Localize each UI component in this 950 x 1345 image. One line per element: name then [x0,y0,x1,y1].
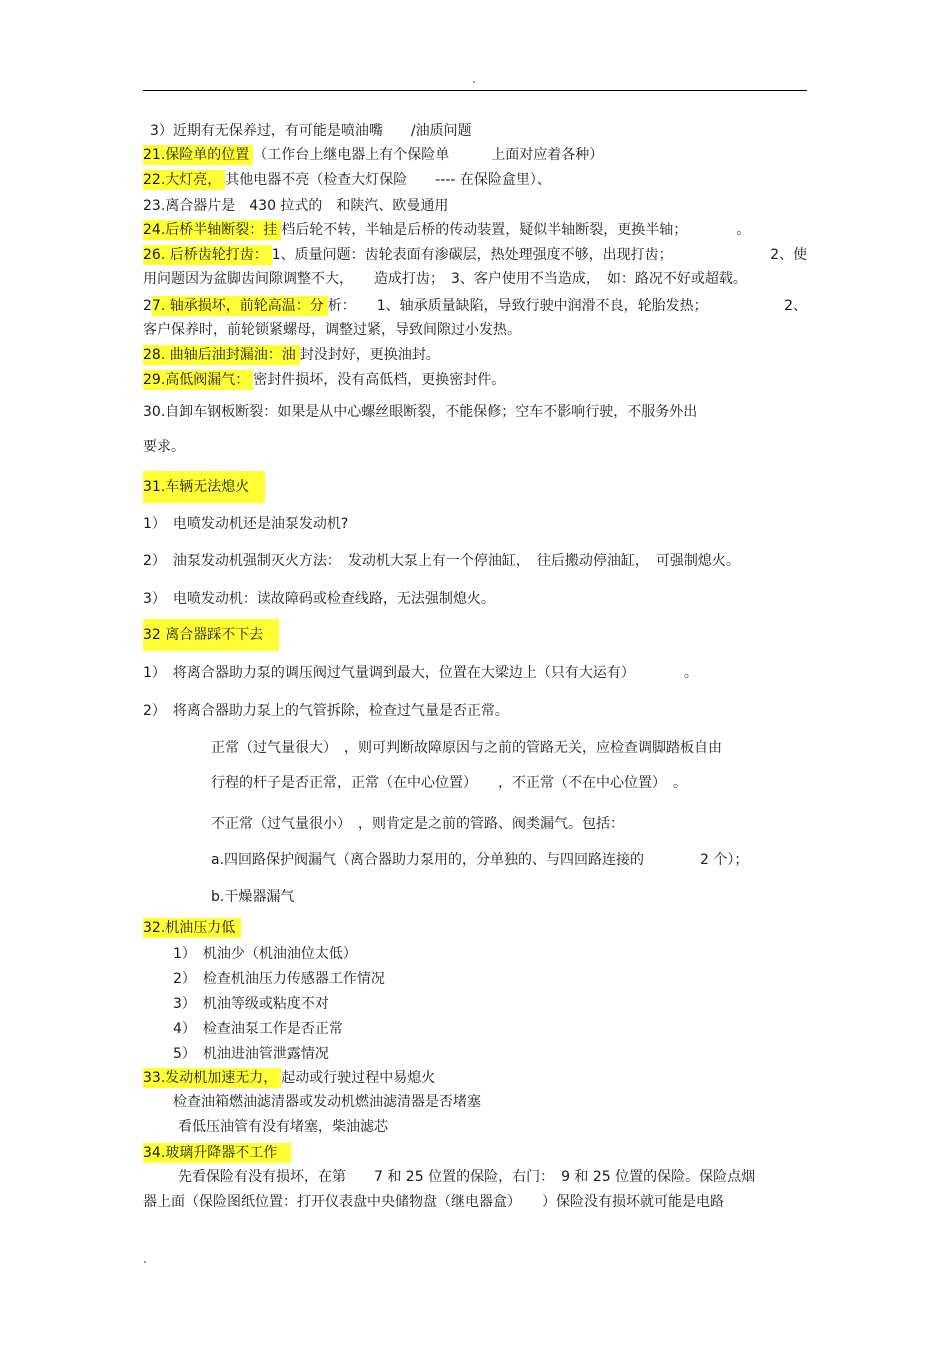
heading-32-oil [143,918,241,938]
item-32-normal-cont: 行程的杆子是否正常，正常（在中心位置） ，不正常（不在中心位置） 。 [211,775,687,791]
heading-33-text: 起动或行驶过程中易熄火 [281,1070,436,1086]
item-28 [143,345,440,365]
item-21-highlight: 21.保险单的位置 [143,145,253,165]
heading-34 [143,1143,291,1163]
heading-32-clutch-highlight: 32 离合器踩不下去 [143,619,279,651]
item-31-2: 2） 油泵发动机强制灭火方法： 发动机大泵上有一个停油缸， 往后搬动停油缸， 可强制熄火。 [143,553,740,569]
item-24-text: 档后轮不转，半轴是后桥的传动装置，疑似半轴断裂，更换半轴； 。 [281,222,751,238]
item-24 [143,220,750,240]
item-22-highlight: 22.大灯亮， [143,170,225,190]
item-27-cont: 客户保养时，前轮锁紧螺母，调整过紧，导致间隙过小发热。 [143,322,521,338]
item-23: 23.离合器片是 430 拉式的 和陕汽、欧曼通用 [143,198,449,214]
oil-item-3: 3） 机油等级或粘度不对 [173,996,329,1012]
item-30: 30.自卸车钢板断裂：如果是从中心螺丝眼断裂，不能保修；空车不影响行驶，不服务外出 [143,404,698,420]
oil-item-4: 4） 检查油泵工作是否正常 [173,1021,343,1037]
item-29-text: 密封件损坏，没有高低档，更换密封件。 [253,372,506,388]
item-29 [143,370,505,390]
heading-32-oil-highlight: 32.机油压力低 [143,918,241,938]
item-22-text: 其他电器不亮（检查大灯保险 ---- 在保险盒里）、 [225,172,551,188]
item-32-abnormal: 不正常（过气量很小） ，则肯定是之前的管路、阀类漏气。包括： [211,816,624,832]
line-3: 3）近期有无保养过，有可能是喷油嘴 /油质问题 [150,123,472,139]
item-31-3: 3） 电喷发动机：读故障码或检查线路，无法强制熄火。 [143,591,495,607]
heading-32-clutch [143,625,279,645]
item-27-text: 析： 1、轴承质量缺陷，导致行驶中润滑不良，轮胎发热； [327,298,708,314]
oil-item-2: 2） 检查机油压力传感器工作情况 [173,971,385,987]
item-30-cont: 要求。 [143,439,185,455]
item-34-2: 器上面（保险图纸位置：打开仪表盘中央储物盘（继电器盒） ）保险没有损坏就可能是电路 [143,1194,724,1210]
item-27 [143,296,807,316]
item-27-end: 2、 [784,298,807,314]
item-29-highlight: 29.高低阀漏气： [143,370,253,390]
item-22 [143,170,551,190]
item-26-highlight: 26. 后桥齿轮打齿： [143,245,272,265]
item-33-2: 看低压油管有没有堵塞，柴油滤芯 [178,1119,388,1135]
item-26-end: 2、使 [770,247,807,263]
heading-33 [143,1068,435,1088]
item-33-1: 检查油箱燃油滤清器或发动机燃油滤清器是否堵塞 [173,1094,481,1110]
header-dot: . [472,72,476,86]
item-28-text: 封没封好，更换油封。 [299,347,440,363]
item-32-1: 1） 将离合器助力泵的调压阀过气量调到最大，位置在大梁边上（只有大运有） 。 [143,665,698,681]
item-32-a: a.四回路保护阀漏气（离合器助力泵用的，分单独的、与四回路连接的 2 个）； [211,852,749,868]
item-24-highlight: 24.后桥半轴断裂：挂 [143,220,281,240]
oil-item-1: 1） 机油少（机油油位太低） [173,946,357,962]
heading-34-highlight: 34.玻璃升降器不工作 [143,1143,291,1163]
item-32-b: b.干燥器漏气 [211,889,295,905]
heading-31-highlight: 31.车辆无法熄火 [143,471,265,503]
footer-dot: . [143,1252,147,1266]
item-34-1: 先看保险有没有损坏，在第 7 和 25 位置的保险，右门： 9 和 25 位置的保险。保险点烟 [178,1169,756,1185]
item-27-highlight: 7. 轴承损坏，前轮高温：分 [152,296,328,316]
item-21 [143,145,603,165]
item-21-text: （工作台上继电器上有个保险单 上面对应着各种） [253,147,604,163]
header-rule [143,90,807,91]
item-26 [143,245,807,265]
heading-31 [143,477,265,497]
item-31-1: 1） 电喷发动机还是油泵发动机? [143,516,349,532]
heading-33-highlight: 33.发动机加速无力， [143,1068,281,1088]
item-26-text: 1、质量问题：齿轮表面有渗碳层，热处理强度不够，出现打齿； [271,247,673,263]
item-32-2: 2） 将离合器助力泵上的气管拆除，检查过气量是否正常。 [143,703,509,719]
oil-item-5: 5） 机油进油管泄露情况 [173,1046,329,1062]
item-28-highlight: 28. 曲轴后油封漏油：油 [143,345,300,365]
item-32-normal: 正常（过气量很大） ，则可判断故障原因与之前的管路无关，应检查调脚踏板自由 [211,740,722,756]
item-27-prefix: 2 [143,298,152,314]
item-26-cont: 用问题因为盆脚齿间隙调整不大， 造成打齿； 3、客户使用不当造成， 如：路况不好或超载。 [143,271,747,287]
